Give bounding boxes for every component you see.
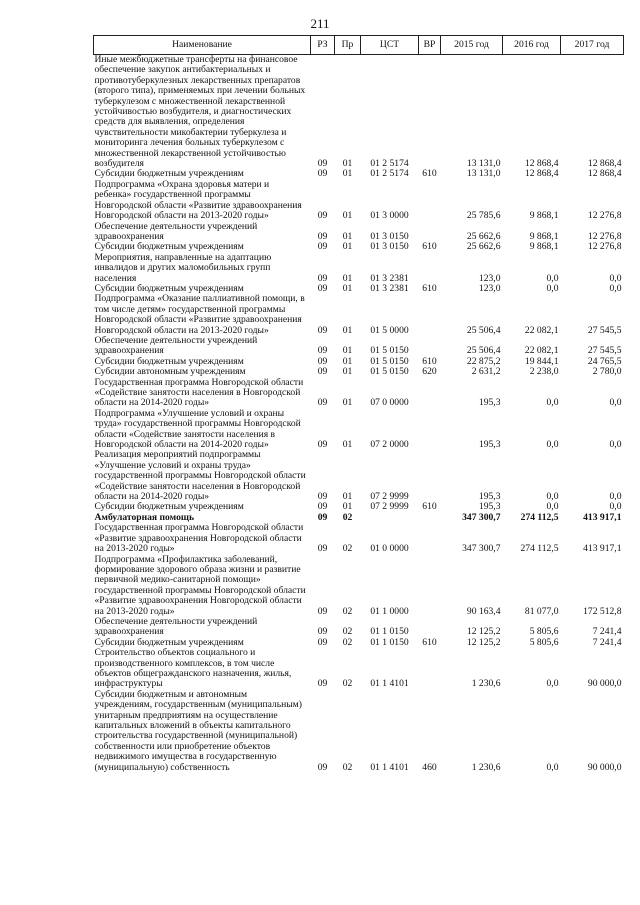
cell-cst: 01 3 2381 [370, 272, 409, 284]
cell-rz: 09 [317, 210, 328, 222]
table-row [94, 409, 624, 451]
cell-2016: 0,0 [546, 491, 559, 503]
cell-vr [419, 648, 441, 690]
cell-2015: 195,3 [478, 439, 501, 451]
table-row [94, 450, 624, 502]
cell-2016: 2 238,0 [529, 366, 559, 378]
cell-vr [419, 617, 441, 638]
header-pr: Пр [335, 36, 361, 55]
header-rz: РЗ [311, 36, 335, 55]
header-2017: 2017 год [561, 36, 624, 55]
table-row [94, 336, 624, 357]
cell-rz: 09 [317, 678, 328, 690]
cell-2016: 22 082,1 [524, 345, 559, 357]
cell-pr: 02 [342, 605, 353, 617]
table-row [94, 690, 624, 773]
cell-2016: 12 868,4 [524, 158, 559, 170]
cell-2017: 27 545,5 [587, 324, 622, 336]
cell-cst: 01 1 4101 [370, 678, 409, 690]
cell-name: Субсидии бюджетным учреждениям [94, 168, 244, 180]
cell-name: Субсидии бюджетным учреждениям [94, 501, 244, 513]
cell-2017: 27 545,5 [587, 345, 622, 357]
cell-2015: 123,0 [478, 272, 501, 284]
cell-name: Подпрограмма «Охрана здоровья матери и ребенка» государственной программы Новгородской области «Развитие здравоохранения Новгородской области на 2013-2020 годы» [94, 178, 302, 222]
cell-rz: 09 [317, 501, 328, 513]
cell-name: Мероприятия, направленные на адаптацию инвалидов и других маломобильных групп населения [94, 251, 272, 284]
cell-rz: 09 [317, 543, 328, 555]
cell-pr: 01 [342, 272, 353, 284]
cell-vr [419, 55, 441, 170]
cell-name: Субсидии автономным учреждениям [94, 366, 246, 378]
cell-pr: 01 [342, 241, 353, 253]
cell-rz: 09 [317, 282, 328, 294]
cell-name: Амбулаторная помощь [94, 511, 195, 523]
cell-cst: 01 5 0000 [370, 324, 409, 336]
cell-name: Реализация мероприятий подпрограммы «Улучшение условий и охраны труда» государственной программы Новгородской области «Содействие занятости населения в Новгородской области на 2014-2020 годы» [94, 449, 306, 503]
cell-rz: 09 [317, 636, 328, 648]
cell-vr [419, 180, 441, 222]
cell-2015: 195,3 [478, 491, 501, 503]
table-row [94, 555, 624, 617]
cell-2016: 274 112,5 [520, 543, 559, 555]
cell-2017: 0,0 [609, 282, 622, 294]
cell-vr: 610 [422, 241, 437, 253]
cell-name: Субсидии бюджетным учреждениям [94, 636, 244, 648]
cell-name: Обеспечение деятельности учреждений здравоохранения [94, 220, 258, 242]
cell-name: Государственная программа Новгородской области «Развитие здравоохранения Новгородской области на 2013-2020 годы» [94, 522, 304, 555]
cell-rz: 09 [317, 168, 328, 180]
cell-2016: 5 805,6 [529, 626, 559, 638]
cell-rz: 09 [317, 366, 328, 378]
table-row [94, 378, 624, 409]
table-row [94, 617, 624, 638]
cell-rz: 09 [317, 345, 328, 357]
cell-2015: 195,3 [478, 397, 501, 409]
header-cst: ЦСТ [361, 36, 419, 55]
cell-2017: 24 765,5 [587, 355, 622, 367]
cell-cst: 01 3 0150 [370, 241, 409, 253]
cell-2017: 7 241,4 [592, 626, 622, 638]
cell-cst: 01 0 0000 [370, 543, 409, 555]
table-row [94, 294, 624, 336]
cell-name: Государственная программа Новгородской области «Содействие занятости населения в Новгородской области на 2014-2020 годы» [94, 376, 304, 409]
cell-2015: 1 230,6 [471, 761, 501, 773]
cell-2015: 25 662,6 [466, 230, 501, 242]
cell-pr: 02 [342, 626, 353, 638]
cell-2017: 0,0 [609, 501, 622, 513]
cell-2016: 81 077,0 [524, 605, 559, 617]
cell-name: Подпрограмма «Профилактика заболеваний, формирование здорового образа жизни и развитие первичной медико-санитарной помощи» государственной программы Новгородской области «Развитие здравоохранения Новгородской области на 2013-2020 годы» [94, 553, 306, 617]
cell-cst: 01 5 0150 [370, 355, 409, 367]
cell-2017: 0,0 [609, 272, 622, 284]
cell-vr [419, 450, 441, 502]
cell-rz: 09 [317, 158, 328, 170]
cell-2017: 413 917,1 [583, 511, 622, 523]
table-header [94, 36, 624, 55]
table-row [94, 523, 624, 554]
page-number: 211 [310, 16, 330, 31]
cell-vr [419, 513, 441, 523]
cell-2015: 25 506,4 [466, 345, 501, 357]
cell-2017: 90 000,0 [587, 678, 622, 690]
cell-rz: 09 [317, 439, 328, 451]
cell-2015: 1 230,6 [471, 678, 501, 690]
cell-cst: 01 3 0000 [370, 210, 409, 222]
cell-cst: 01 2 5174 [370, 158, 409, 170]
cell-vr [419, 555, 441, 617]
cell-2015: 22 875,2 [466, 355, 501, 367]
cell-rz: 09 [317, 241, 328, 253]
cell-name: Субсидии бюджетным учреждениям [94, 241, 244, 253]
cell-2017: 7 241,4 [592, 636, 622, 648]
cell-2015: 195,3 [478, 501, 501, 513]
cell-rz: 09 [317, 511, 328, 523]
table-row [94, 222, 624, 243]
cell-cst: 01 3 0150 [370, 230, 409, 242]
cell-pr: 01 [342, 355, 353, 367]
cell-pr: 01 [342, 439, 353, 451]
table-row [94, 648, 624, 690]
cell-2016: 9 868,1 [529, 230, 559, 242]
cell-rz: 09 [317, 355, 328, 367]
cell-vr [419, 253, 441, 284]
cell-pr: 01 [342, 210, 353, 222]
cell-cst: 01 1 0150 [370, 626, 409, 638]
cell-2016: 9 868,1 [529, 241, 559, 253]
cell-vr: 460 [422, 761, 437, 773]
cell-pr: 01 [342, 501, 353, 513]
cell-pr: 01 [342, 282, 353, 294]
cell-2015: 2 631,2 [471, 366, 501, 378]
cell-2017: 12 868,4 [587, 168, 622, 180]
cell-vr: 610 [422, 168, 437, 180]
cell-2016: 0,0 [546, 501, 559, 513]
cell-2015: 25 785,6 [466, 210, 501, 222]
cell-pr: 01 [342, 230, 353, 242]
cell-2017: 0,0 [609, 397, 622, 409]
cell-2015: 12 125,2 [466, 626, 501, 638]
cell-pr: 01 [342, 168, 353, 180]
header-2015: 2015 год [441, 36, 503, 55]
cell-name: Обеспечение деятельности учреждений здравоохранения [94, 334, 258, 357]
cell-2017: 12 276,8 [587, 241, 622, 253]
cell-vr [419, 523, 441, 554]
cell-pr: 02 [342, 761, 353, 773]
cell-name: Подпрограмма «Оказание паллиативной помощи, в том числе детям» государственной программы Новгородской области «Развитие здравоохранения Новгородской области на 2013-2020 годы» [94, 293, 305, 336]
cell-2016: 0,0 [546, 678, 559, 690]
cell-2015: 123,0 [478, 282, 501, 294]
cell-pr: 02 [342, 543, 353, 555]
cell-2016: 22 082,1 [524, 324, 559, 336]
cell-2016: 5 805,6 [529, 636, 559, 648]
cell-name: Субсидии бюджетным учреждениям [94, 282, 244, 294]
cell-cst: 01 5 0150 [370, 345, 409, 357]
cell-cst: 07 2 0000 [370, 439, 409, 451]
cell-pr: 01 [342, 366, 353, 378]
cell-pr: 02 [342, 511, 353, 523]
cell-2015: 25 506,4 [466, 324, 501, 336]
cell-vr: 610 [422, 282, 437, 294]
cell-2016: 0,0 [546, 397, 559, 409]
cell-name: Строительство объектов социального и производственного комплексов, в том числе объектов общегражданского назначения, жилья, инфраструктуры [94, 647, 292, 690]
cell-2015: 347 300,7 [462, 511, 501, 523]
cell-name: Субсидии бюджетным и автономным учреждениям, государственным (муниципальным) унитарным предприятиям на осуществление капитальных вложений в объекты капитального строительства государственной (муниципальной) собственности или приобретение объектов недвижимого имущества в государственную (муниципальную) собственность [94, 688, 302, 773]
cell-name: Подпрограмма «Улучшение условий и охраны труда» государственной программы Новгородской области «Содействие занятости населения в Новгородской области на 2014-2020 годы» [94, 407, 301, 451]
cell-2016: 0,0 [546, 272, 559, 284]
cell-rz: 09 [317, 230, 328, 242]
cell-2016: 19 844,1 [524, 355, 559, 367]
cell-2017: 90 000,0 [587, 761, 622, 773]
cell-2015: 347 300,7 [462, 543, 501, 555]
cell-2016: 0,0 [546, 439, 559, 451]
cell-cst: 01 1 0000 [370, 605, 409, 617]
cell-vr: 610 [422, 355, 437, 367]
table-body [94, 55, 624, 774]
cell-2017: 12 276,8 [587, 210, 622, 222]
cell-cst [361, 513, 419, 523]
table-row [94, 55, 624, 170]
table-row [94, 180, 624, 222]
cell-rz: 09 [317, 626, 328, 638]
cell-2017: 12 868,4 [587, 158, 622, 170]
budget-table [93, 35, 624, 773]
cell-2017: 0,0 [609, 491, 622, 503]
cell-pr: 01 [342, 491, 353, 503]
cell-rz: 09 [317, 605, 328, 617]
cell-2017: 0,0 [609, 439, 622, 451]
cell-pr: 01 [342, 158, 353, 170]
table-row [94, 253, 624, 284]
cell-cst: 01 1 4101 [370, 761, 409, 773]
cell-2015: 90 163,4 [466, 605, 501, 617]
cell-cst: 01 5 0150 [370, 366, 409, 378]
cell-2017: 413 917,1 [583, 543, 622, 555]
cell-rz: 09 [317, 272, 328, 284]
cell-name: Обеспечение деятельности учреждений здравоохранения [94, 615, 258, 638]
cell-2017: 172 512,8 [583, 605, 622, 617]
cell-2015: 12 125,2 [466, 636, 501, 648]
cell-pr: 02 [342, 636, 353, 648]
cell-vr: 620 [422, 366, 437, 378]
cell-2015: 13 131,0 [466, 168, 501, 180]
cell-pr: 01 [342, 345, 353, 357]
cell-2017: 12 276,8 [587, 230, 622, 242]
cell-pr: 01 [342, 397, 353, 409]
cell-cst: 01 1 0150 [370, 636, 409, 648]
cell-2016: 9 868,1 [529, 210, 559, 222]
cell-2016: 0,0 [546, 282, 559, 294]
cell-vr: 610 [422, 636, 437, 648]
cell-rz: 09 [317, 491, 328, 503]
cell-pr: 02 [342, 678, 353, 690]
header-vr: ВР [419, 36, 441, 55]
cell-2016: 274 112,5 [520, 511, 559, 523]
cell-cst: 01 2 5174 [370, 168, 409, 180]
cell-vr [419, 222, 441, 243]
cell-cst: 07 0 0000 [370, 397, 409, 409]
cell-2015: 13 131,0 [466, 158, 501, 170]
cell-2016: 12 868,4 [524, 168, 559, 180]
cell-vr [419, 378, 441, 409]
cell-vr [419, 336, 441, 357]
cell-2017: 2 780,0 [592, 366, 622, 378]
cell-name: Иные межбюджетные трансферты на финансовое обеспечение закупок антибактериальных и противотуберкулезных лекарственных препаратов (второго типа), применяемых при лечении больных туберкулезом с множественной лекарственной устойчивостью возбудителя, и диагностических средств для выявления, определения чувствительности микобактерии туберкулеза и мониторинга лечения больных туберкулезом с множественной лекарственной устойчивостью возбудителя [94, 54, 306, 170]
header-name: Наименование [94, 36, 311, 55]
cell-rz: 09 [317, 324, 328, 336]
cell-rz: 09 [317, 397, 328, 409]
cell-vr [419, 294, 441, 336]
cell-vr [419, 409, 441, 451]
cell-cst: 07 2 9999 [370, 501, 409, 513]
cell-2016: 0,0 [546, 761, 559, 773]
cell-2015: 25 662,6 [466, 241, 501, 253]
cell-name: Субсидии бюджетным учреждениям [94, 355, 244, 367]
cell-cst: 07 2 9999 [370, 491, 409, 503]
header-2016: 2016 год [503, 36, 561, 55]
cell-vr: 610 [422, 501, 437, 513]
cell-rz: 09 [317, 761, 328, 773]
cell-cst: 01 3 2381 [370, 282, 409, 294]
cell-pr: 01 [342, 324, 353, 336]
